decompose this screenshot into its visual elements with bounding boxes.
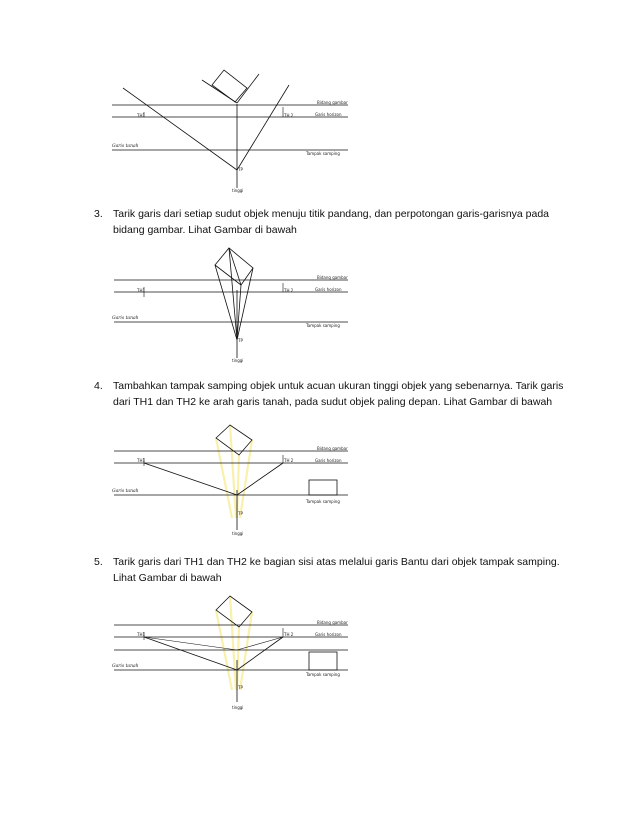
label-th1: TH1 bbox=[137, 458, 145, 463]
label-tp: TP bbox=[238, 338, 243, 343]
label-tinggi: tinggi bbox=[232, 705, 244, 710]
label-tampak-samping: Tampak samping bbox=[306, 672, 340, 677]
label-bidang-gambar: Bidang gambar bbox=[317, 100, 348, 105]
figure-4 bbox=[112, 596, 348, 710]
step-3-number: 3. bbox=[94, 208, 103, 220]
label-th2: TH 2 bbox=[284, 288, 294, 293]
label-garis-tanah: Garis tanah bbox=[112, 489, 139, 494]
label-th2: TH 2 bbox=[284, 458, 294, 463]
label-tp: TP bbox=[238, 167, 243, 172]
step-3 bbox=[94, 206, 564, 238]
label-tampak-samping: Tampak samping bbox=[306, 151, 340, 156]
step-4 bbox=[94, 378, 564, 410]
label-tinggi: tinggi bbox=[232, 531, 244, 536]
label-th1: TH1 bbox=[137, 632, 145, 637]
label-tinggi: tinggi bbox=[232, 358, 244, 363]
label-th1: TH1 bbox=[137, 288, 145, 293]
step-5 bbox=[94, 554, 564, 586]
label-th1: TH1 bbox=[137, 113, 145, 118]
label-th2: TH 2 bbox=[284, 632, 294, 637]
figure-1 bbox=[112, 70, 348, 193]
figure-3 bbox=[112, 425, 348, 536]
step-5-number: 5. bbox=[94, 556, 103, 568]
label-tp: TP bbox=[238, 685, 243, 690]
step-3-text: Tarik garis dari setiap sudut objek menuju titik pandang, dan perpotongan garis-garisnya pada bidang gambar. Lihat Gambar di bawah bbox=[113, 208, 550, 236]
step-4-text: Tambahkan tampak samping objek untuk acuan ukuran tinggi objek yang sebenarnya. Tarik garis dari TH1 dan TH2 ke arah garis tanah, pada sudut objek paling depan. Lihat Gambar di bawah bbox=[113, 380, 564, 408]
label-th2: TH 2 bbox=[284, 113, 294, 118]
step-4-number: 4. bbox=[94, 380, 103, 392]
label-bidang-gambar: Bidang gambar bbox=[317, 620, 348, 625]
label-garis-horizon: Garis horizon bbox=[315, 112, 342, 117]
label-garis-horizon: Garis horizon bbox=[315, 287, 342, 292]
label-tampak-samping: Tampak samping bbox=[306, 499, 340, 504]
label-bidang-gambar: Bidang gambar bbox=[317, 446, 348, 451]
label-garis-horizon: Garis horizon bbox=[315, 458, 342, 463]
label-tinggi: tinggi bbox=[232, 188, 244, 193]
label-garis-tanah: Garis tanah bbox=[112, 316, 139, 321]
step-5-text: Tarik garis dari TH1 dan TH2 ke bagian sisi atas melalui garis Bantu dari objek tampak samping. Lihat Gambar di bawah bbox=[113, 556, 560, 584]
label-bidang-gambar: Bidang gambar bbox=[317, 275, 348, 280]
label-garis-horizon: Garis horizon bbox=[315, 632, 342, 637]
label-garis-tanah: Garis tanah bbox=[112, 144, 139, 149]
figure-2 bbox=[112, 248, 348, 363]
label-tampak-samping: Tampak samping bbox=[306, 323, 340, 328]
label-tp: TP bbox=[238, 511, 243, 516]
label-garis-tanah: Garis tanah bbox=[112, 664, 139, 669]
